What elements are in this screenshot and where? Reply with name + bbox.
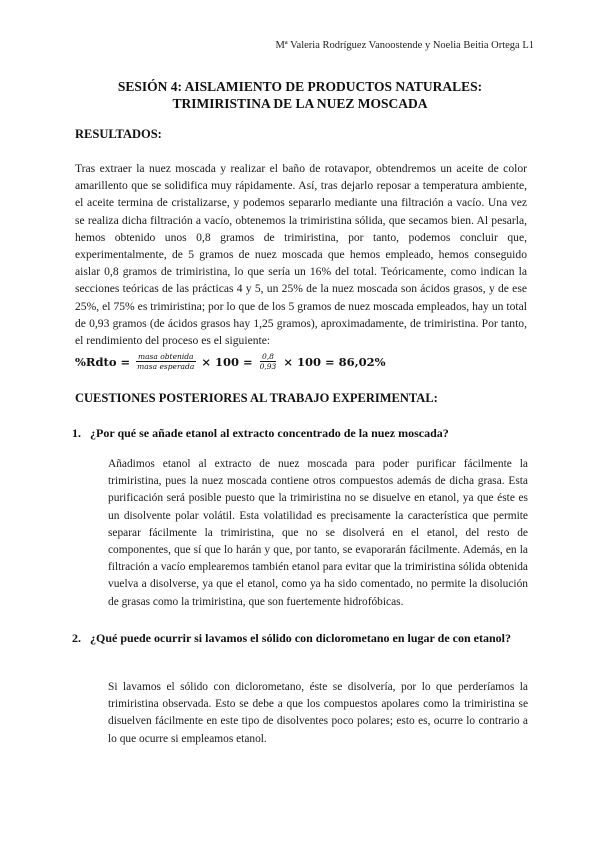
title-line-2: TRIMIRISTINA DE LA NUEZ MOSCADA bbox=[172, 96, 428, 111]
results-heading: RESULTADOS: bbox=[75, 127, 162, 141]
questions-heading: CUESTIONES POSTERIORES AL TRABAJO EXPERIMENTAL: bbox=[75, 391, 438, 405]
question-1-text: ¿Por qué se añade etanol al extracto concentrado de la nuez moscada? bbox=[90, 426, 449, 440]
formula-lhs: %Rdto = bbox=[75, 354, 131, 369]
formula-result: × 100 = 86,02% bbox=[283, 354, 386, 369]
fraction-denominator: masa esperada bbox=[137, 362, 195, 371]
question-1-answer: Añadimos etanol al extracto de nuez moscada para poder purificar fácilmente la trimiristina, pues la nuez moscada contiene otros compuestos además de dicha grasa. Esta purificación será posible puesto que la trimiristina no se disuelve en etanol, ya que éste es un disolvente polar volátil. Esta volatilidad es precisamente la característica que permite separar fácilmente la trimiristina, que no se disolverá en el etanol, del resto de componentes, que sí que lo harán y que, por tanto, se evaporarán fácilmente. Además, en la filtración a vacío emplearemos también etanol para evitar que la trimiristina sólida obtenida vuelva a disolverse, ya que el etanol, como ya ha sido comentado, no permite la disolución de grasas como la trimiristina, que son fuertemente hidrofóbicas. bbox=[108, 458, 528, 608]
results-paragraph: Tras extraer la nuez moscada y realizar el baño de rotavapor, obtendremos un aceite de color amarillento que se solidifica muy rápidamente. Así, tras dejarlo reposar a temperatura ambiente, el aceite termina de cristalizarse, y podemos separarlo mediante una filtración a vacío. Una vez se realiza dicha filtración a vacío, obtenemos la trimiristina sólida, que secamos bien. Al pesarla, hemos obtenido unos 0,8 gramos de trimiristina, por tanto, podemos concluir que, experimentalmente, de 5 gramos de nuez moscada que hemos empleado, hemos conseguido aislar 0,8 gramos de trimiristina, lo que sería un 16% del total. Teóricamente, como indican la secciones teóricas de las prácticas 4 y 5, un 25% de la nuez moscada son ácidos grasos, y de ese 25%, el 75% es trimiristina; por lo que de los 5 gramos de nuez moscada empleados, hay un total de 0,93 gramos (de ácidos grasos hay 1,25 gramos), aproximadamente, de trimiristina. Por tanto, el rendimiento del proceso es el siguiente: bbox=[75, 162, 527, 348]
page-title bbox=[0, 78, 600, 112]
fraction-denominator-value: 0,93 bbox=[259, 362, 277, 371]
title-line-1: SESIÓN 4: AISLAMIENTO DE PRODUCTOS NATURALES: bbox=[117, 79, 483, 94]
question-1-title bbox=[72, 425, 530, 442]
formula-fraction-values bbox=[258, 352, 279, 371]
question-2-number: 2. bbox=[72, 631, 81, 645]
fraction-numerator: masa obtenida bbox=[137, 352, 194, 361]
formula-multiply-1: × 100 = bbox=[201, 354, 253, 369]
yield-formula bbox=[75, 352, 386, 371]
fraction-numerator-value: 0,8 bbox=[261, 352, 274, 361]
page-header-authors: Mª Valeria Rodríguez Vanoostende y Noelia Beitia Ortega L1 bbox=[275, 40, 534, 51]
question-2-answer: Si lavamos el sólido con diclorometano, éste se disolvería, por lo que perderíamos la trimiristina observada. Esto se debe a que los compuestos apolares como la trimiristina se disuelven fácilmente en este tipo de disolventes poco polares; esto es, ocurre lo contrario a lo que ocurre si empleamos etanol. bbox=[108, 681, 528, 745]
question-2-text: ¿Qué puede ocurrir si lavamos el sólido con diclorometano en lugar de con etanol? bbox=[90, 631, 511, 645]
question-1-number: 1. bbox=[72, 426, 81, 440]
formula-fraction-mass bbox=[135, 352, 196, 371]
question-2-title bbox=[72, 630, 530, 647]
